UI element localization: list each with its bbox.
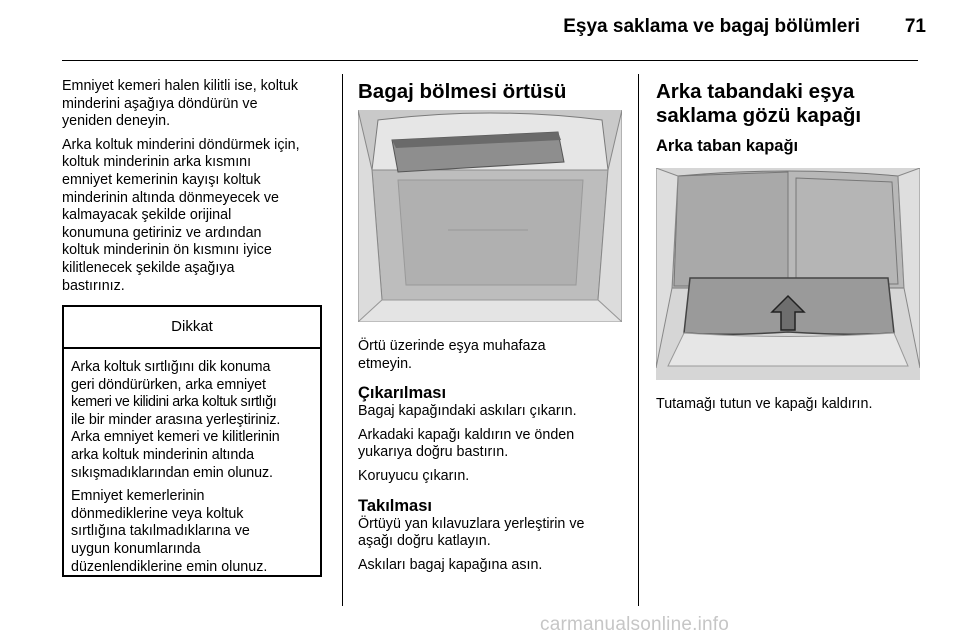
cargo-cover-caption: Örtü üzerinde eşya muhafaza etmeyin. <box>358 338 546 372</box>
column-2-text <box>358 338 628 580</box>
removal-step-3: Koruyucu çıkarın. <box>358 467 470 484</box>
removal-step-1: Bagaj kapağındaki askıları çıkarın. <box>358 403 577 420</box>
removal-step-2: Arkadaki kapağı kaldırın ve önden yukarıya doğru bastırın. <box>358 426 575 461</box>
removal-heading: Çıkarılması <box>358 384 447 403</box>
cargo-cover-heading: Bagaj bölmesi örtüsü <box>358 80 567 103</box>
floor-cover-caption: Tutamağı tutun ve kapağı kaldırın. <box>656 396 873 412</box>
column-1 <box>62 78 334 301</box>
column-3 <box>656 80 926 156</box>
notice-body <box>64 349 320 576</box>
page-number: 71 <box>904 16 926 37</box>
column-3-text <box>656 396 926 420</box>
page-header-title: Eşya saklama ve bagaj bölümleri <box>563 16 860 37</box>
col1-paragraph-2: Arka koltuk minderini döndürmek için, koltuk minderinin arka kısmını emniyet kemerinin kayışı koltuk minderinin altında dönmeyecek ve kalmayacak şekilde orijinal konumuna getiriniz ve ardından koltuk minderinin ön kısmını iyice kilitlenecek şekilde aşağıya bastırınız. <box>62 136 300 294</box>
notice-box <box>62 305 322 577</box>
col1-paragraph-1: Emniyet kemeri halen kilitli ise, koltuk minderini aşağıya döndürün ve yeniden deneyin. <box>62 78 298 130</box>
column-divider-1 <box>342 74 343 606</box>
cargo-cover-photo <box>358 110 622 322</box>
install-heading: Takılması <box>358 496 432 515</box>
install-step-2: Askıları bagaj kapağına asın. <box>358 556 543 573</box>
floor-cover-subheading: Arka taban kapağı <box>656 137 799 155</box>
notice-title: Dikkat <box>64 307 320 349</box>
notice-paragraph-1: Arka koltuk sırtlığını dik konuma geri döndürürken, arka emniyet kemeri ve kilidini arka koltuk sırtlığı ile bir minder arasına yerleştiriniz. Arka emniyet kemeri ve kilitlerinin arka koltuk minderinin altında sıkışmadıklarından emin olunuz. <box>71 359 281 481</box>
floor-cover-photo <box>656 168 920 380</box>
header-rule <box>62 60 918 61</box>
install-step-1: Örtüyü yan kılavuzlara yerleştirin ve aşağı doğru katlayın. <box>358 515 585 550</box>
notice-paragraph-2: Emniyet kemerlerinin dönmediklerine veya koltuk sırtlığına takılmadıklarına ve uygun konumlarında düzenlendiklerine emin olunuz. <box>71 488 268 575</box>
column-2 <box>358 80 628 104</box>
footer-watermark: carmanualsonline.info <box>540 614 730 635</box>
floor-storage-heading: Arka tabandaki eşya saklama gözü kapağı <box>656 80 862 127</box>
column-divider-2 <box>638 74 639 606</box>
